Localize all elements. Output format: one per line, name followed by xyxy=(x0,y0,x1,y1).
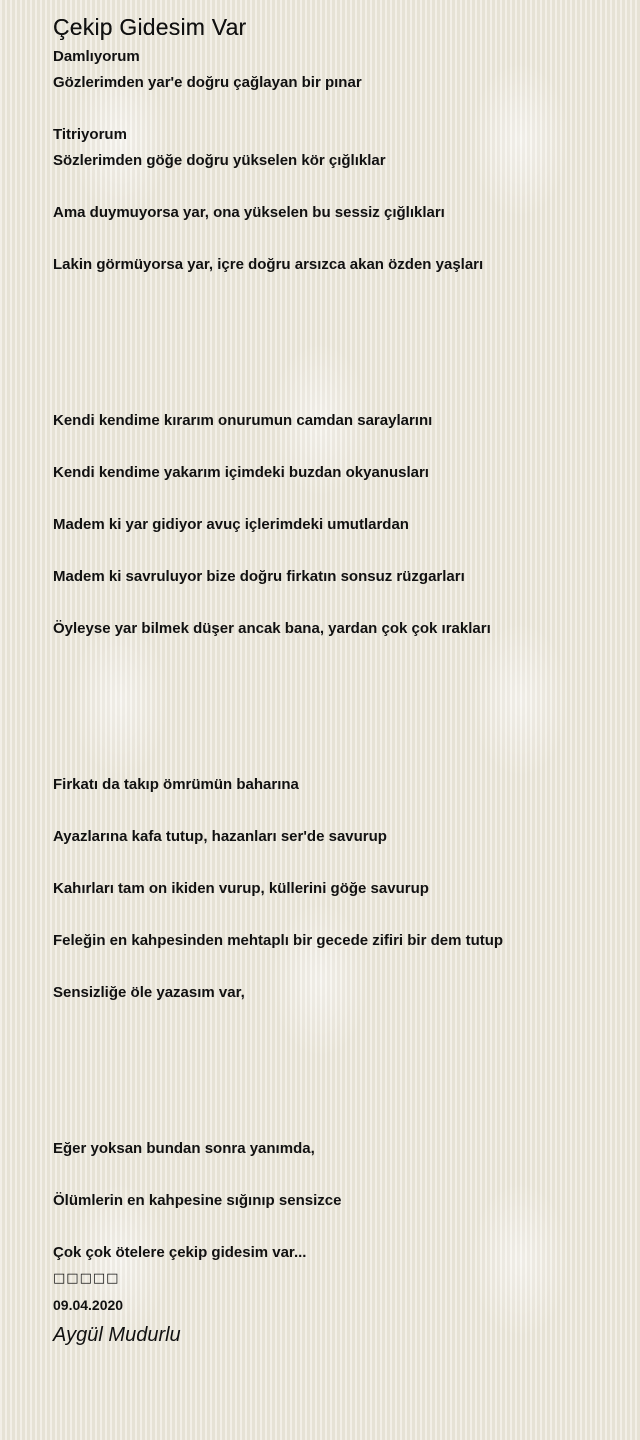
poem-line: Lakin görmüyorsa yar, içre doğru arsızca akan özden yaşları xyxy=(53,256,484,273)
poem-title: Çekip Gidesim Var xyxy=(53,14,247,40)
poem-line: Madem ki yar gidiyor avuç içlerimdeki umutlardan xyxy=(53,516,409,533)
poem-blank-line xyxy=(53,694,613,720)
poem-body xyxy=(53,44,613,1266)
poem-blank-line xyxy=(53,1032,613,1058)
poem-line: Ayazlarına kafa tutup, hazanları ser'de savurup xyxy=(53,828,387,845)
poem-blank-line xyxy=(53,1084,613,1110)
poem-blank-line xyxy=(53,434,613,460)
poem-line: Firkatı da takıp ömrümün baharına xyxy=(53,776,299,793)
poem-blank-line xyxy=(53,902,613,928)
poem-page xyxy=(53,12,613,1350)
poem-line: Öyleyse yar bilmek düşer ancak bana, yardan çok çok ırakları xyxy=(53,620,491,637)
poem-blank-line xyxy=(53,278,613,304)
poem-line: Kahırları tam on ikiden vurup, küllerini göğe savurup xyxy=(53,880,429,897)
poem-blank-line xyxy=(53,954,613,980)
poem-blank-line xyxy=(53,96,613,122)
rating-stars-icon[interactable]: □□□□□ xyxy=(53,1271,120,1286)
poem-blank-line xyxy=(53,850,613,876)
poem-blank-line xyxy=(53,1214,613,1240)
poem-blank-line xyxy=(53,486,613,512)
poem-blank-line xyxy=(53,1006,613,1032)
poem-blank-line xyxy=(53,720,613,746)
poem-line: Çok çok ötelere çekip gidesim var... xyxy=(53,1244,307,1261)
poem-line: Eğer yoksan bundan sonra yanımda, xyxy=(53,1140,315,1157)
poem-blank-line xyxy=(53,798,613,824)
poem-blank-line xyxy=(53,226,613,252)
poem-blank-line xyxy=(53,668,613,694)
poem-line: Ama duymuyorsa yar, ona yükselen bu sessiz çığlıkları xyxy=(53,204,445,221)
poem-blank-line xyxy=(53,174,613,200)
poem-author[interactable]: Aygül Mudurlu xyxy=(53,1324,181,1346)
poem-blank-line xyxy=(53,382,613,408)
poem-blank-line xyxy=(53,538,613,564)
poem-line: Titriyorum xyxy=(53,126,127,143)
poem-line: Ölümlerin en kahpesine sığınıp sensizce xyxy=(53,1192,342,1209)
poem-line: Sensizliğe öle yazasım var, xyxy=(53,984,245,1001)
poem-blank-line xyxy=(53,642,613,668)
poem-line: Feleğin en kahpesinden mehtaplı bir gecede zifiri bir dem tutup xyxy=(53,932,504,949)
poem-line: Gözlerimden yar'e doğru çağlayan bir pınar xyxy=(53,74,362,91)
poem-blank-line xyxy=(53,590,613,616)
poem-blank-line xyxy=(53,330,613,356)
poem-blank-line xyxy=(53,1110,613,1136)
poem-blank-line xyxy=(53,356,613,382)
poem-blank-line xyxy=(53,304,613,330)
poem-blank-line xyxy=(53,746,613,772)
poem-blank-line xyxy=(53,1162,613,1188)
poem-blank-line xyxy=(53,1058,613,1084)
poem-line: Kendi kendime kırarım onurumun camdan saraylarını xyxy=(53,412,433,429)
poem-line: Madem ki savruluyor bize doğru firkatın sonsuz rüzgarları xyxy=(53,568,465,585)
poem-line: Sözlerimden göğe doğru yükselen kör çığlıklar xyxy=(53,152,386,169)
poem-line: Damlıyorum xyxy=(53,48,140,65)
poem-date: 09.04.2020 xyxy=(53,1297,124,1313)
poem-line: Kendi kendime yakarım içimdeki buzdan okyanusları xyxy=(53,464,429,481)
